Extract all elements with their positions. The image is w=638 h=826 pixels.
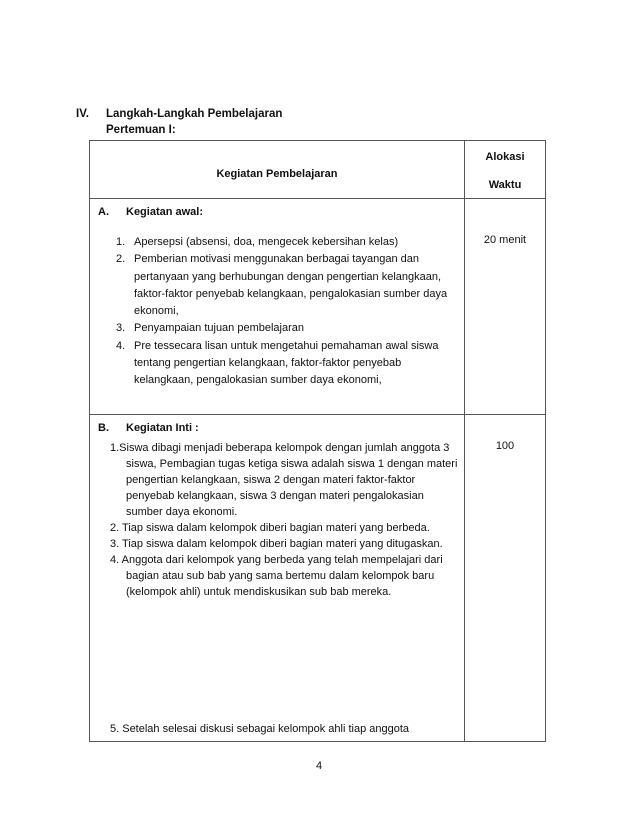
- list-item-number: 2.: [116, 253, 126, 266]
- section-a-alloc: 20 menit: [483, 234, 527, 246]
- list-item-text: Pre tessecara lisan untuk mengetahui pemahaman awal siswa tentang pengertian kelangkaan, faktor-faktor penyebab kelangkaan, pengalokasian sumber daya ekonomi,: [134, 339, 439, 387]
- section-b-title: Kegiatan Inti :: [126, 422, 199, 434]
- section-b-alloc: 100: [495, 440, 515, 452]
- section-a-title: Kegiatan awal:: [126, 206, 204, 218]
- header-activity-label: Kegiatan Pembelajaran: [216, 168, 338, 180]
- section-a-cell: [90, 199, 465, 415]
- list-item-number: 3.: [116, 322, 126, 335]
- section-b-heading: [98, 422, 199, 434]
- page-number: 4: [315, 760, 323, 772]
- section-b-list: [110, 440, 458, 600]
- list-item: 4. Anggota dari kelompok yang berbeda yang telah mempelajari dari bagian atau sub bab yang sama bertemu dalam kelompok baru (kelompok ahli) untuk mendiskusikan sub bab mereka.: [110, 554, 443, 598]
- list-item: [116, 320, 456, 337]
- heading-number: IV.: [76, 108, 90, 120]
- list-item-number: 4.: [116, 339, 126, 352]
- list-item: 3. Tiap siswa dalam kelompok diberi bagian materi yang ditugaskan.: [110, 538, 443, 550]
- header-activity-cell: [90, 141, 465, 199]
- table-row: [90, 415, 546, 742]
- list-item: [116, 338, 456, 390]
- table-header-row: [90, 141, 546, 199]
- list-item: 2. Tiap siswa dalam kelompok diberi bagian materi yang berbeda.: [110, 522, 430, 534]
- heading-title: Langkah-Langkah Pembelajaran: [106, 108, 283, 120]
- list-item-text: Apersepsi (absensi, doa, mengecek kebersihan kelas): [134, 236, 399, 248]
- header-alloc-cell: [465, 141, 546, 199]
- section-a-letter: A.: [98, 206, 109, 218]
- section-a-heading: [98, 206, 204, 218]
- list-item-text: Pemberian motivasi menggunakan berbagai tayangan dan pertanyaan yang berhubungan dengan pengertian kelangkaan, faktor-faktor penyebab kelangkaan, pengalokasian sumber daya ekonomi,: [134, 253, 448, 318]
- section-b-alloc-cell: [465, 415, 546, 742]
- heading-subtitle: Pertemuan I:: [106, 124, 176, 136]
- list-item: 5. Setelah selesai diskusi sebagai kelompok ahli tiap anggota: [110, 723, 410, 735]
- list-item-number: 1.: [116, 236, 126, 248]
- list-item: 1.Siswa dibagi menjadi beberapa kelompok dengan jumlah anggota 3 siswa, Pembagian tugas ketiga siswa adalah siswa 1 dengan materi pengertian kelangkaan, siswa 2 dengan materi faktor-faktor penyebab kelangkaan, siswa 3 dengan materi pengalokasian sumber daya ekonomi.: [110, 442, 458, 518]
- header-alloc-line1: Alokasi: [485, 151, 525, 163]
- list-item-text: Penyampaian tujuan pembelajaran: [134, 322, 305, 335]
- list-item: [116, 234, 456, 251]
- header-alloc-line2: Waktu: [488, 179, 522, 191]
- list-item: [116, 251, 456, 320]
- section-a-list: [116, 234, 456, 390]
- lesson-steps-table: [89, 140, 546, 742]
- section-a-alloc-cell: [465, 199, 546, 415]
- section-b-cell: [90, 415, 465, 742]
- section-b-letter: B.: [98, 422, 109, 434]
- table-row: [90, 199, 546, 415]
